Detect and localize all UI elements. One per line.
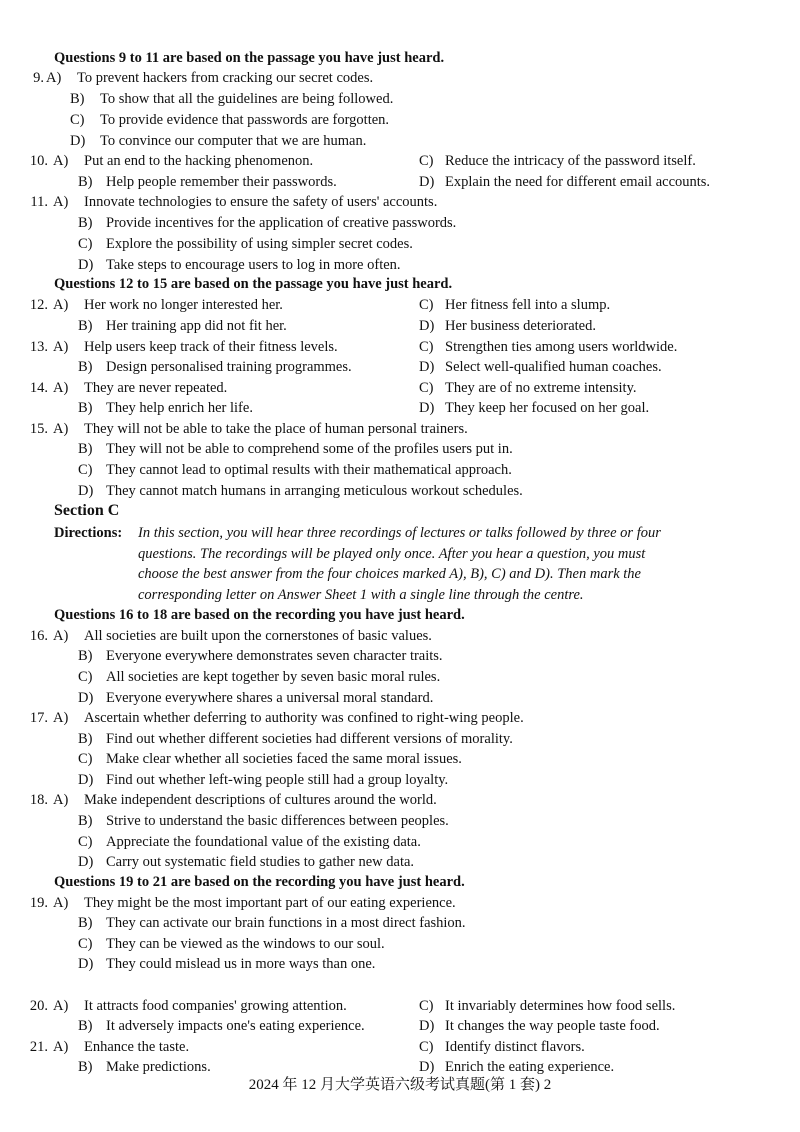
- option-letter: C): [419, 339, 434, 355]
- question-number: 18.: [29, 792, 48, 808]
- question-15-row: [0, 439, 800, 459]
- option-c: To provide evidence that passwords are forgotten.: [100, 112, 390, 128]
- option-d: Carry out systematic field studies to gather new data.: [106, 854, 415, 870]
- section-heading: [0, 872, 800, 892]
- question-19-row: [0, 934, 800, 954]
- question-11: [0, 192, 800, 212]
- question-17: [0, 708, 800, 728]
- option-d: Explain the need for different email accounts.: [445, 174, 711, 190]
- option-d: Everyone everywhere shares a universal moral standard.: [106, 690, 434, 706]
- option-b: Help people remember their passwords.: [106, 174, 337, 190]
- option-c: Identify distinct flavors.: [445, 1039, 585, 1055]
- option-b: Strive to understand the basic differences between peoples.: [106, 813, 449, 829]
- question-19-row: [0, 954, 800, 974]
- option-letter: C): [419, 297, 434, 313]
- option-d: They could mislead us in more ways than one.: [106, 956, 376, 972]
- question-16-row: [0, 667, 800, 687]
- option-letter: A): [53, 421, 69, 437]
- question-number: 9.: [33, 70, 44, 86]
- option-letter: B): [78, 441, 93, 457]
- question-19: [0, 893, 800, 913]
- heading-text: Questions 12 to 15 are based on the passage you have just heard.: [54, 276, 453, 292]
- question-16-row: [0, 688, 800, 708]
- option-letter: C): [78, 751, 93, 767]
- question-number: 15.: [29, 421, 48, 437]
- heading-text: Questions 19 to 21 are based on the recording you have just heard.: [54, 874, 465, 890]
- option-c: Make clear whether all societies faced the same moral issues.: [106, 751, 462, 767]
- option-letter: C): [419, 153, 434, 169]
- page-footer: 2024 年 12 月大学英语六级考试真题(第 1 套) 2: [248, 1077, 552, 1093]
- question-17-row: [0, 770, 800, 790]
- option-letter: B): [78, 400, 93, 416]
- option-letter: C): [78, 936, 93, 952]
- section-c-title: Section C: [54, 502, 120, 519]
- option-letter: B): [78, 731, 93, 747]
- option-letter: B): [78, 359, 93, 375]
- option-letter: A): [53, 998, 69, 1014]
- question-19-row: [0, 913, 800, 933]
- option-letter: C): [78, 834, 93, 850]
- option-letter: D): [70, 133, 86, 149]
- option-b: Find out whether different societies had different versions of morality.: [106, 731, 513, 747]
- question-9-row: [0, 131, 800, 151]
- option-letter: D): [419, 1059, 435, 1075]
- option-letter: A): [46, 70, 62, 86]
- option-letter: A): [53, 297, 69, 313]
- option-a: Put an end to the hacking phenomenon.: [84, 153, 314, 169]
- question-20: [0, 996, 800, 1016]
- question-18-row: [0, 832, 800, 852]
- question-16-row: [0, 646, 800, 666]
- directions-row: [0, 544, 800, 564]
- option-letter: A): [53, 628, 69, 644]
- option-letter: D): [78, 956, 94, 972]
- question-11-row: [0, 234, 800, 254]
- option-letter: B): [78, 648, 93, 664]
- option-a: They will not be able to take the place of human personal trainers.: [84, 421, 468, 437]
- option-c: Appreciate the foundational value of the existing data.: [106, 834, 421, 850]
- option-letter: B): [78, 318, 93, 334]
- question-9-row: [0, 89, 800, 109]
- heading-text: Questions 16 to 18 are based on the recording you have just heard.: [54, 607, 465, 623]
- option-letter: D): [419, 174, 435, 190]
- option-a: Enhance the taste.: [84, 1039, 190, 1055]
- option-d: Her business deteriorated.: [445, 318, 596, 334]
- question-number: 16.: [29, 628, 48, 644]
- option-c: Explore the possibility of using simpler secret codes.: [106, 236, 413, 252]
- question-number: 14.: [29, 380, 48, 396]
- option-d: They cannot match humans in arranging meticulous workout schedules.: [106, 483, 523, 499]
- option-d: It changes the way people taste food.: [445, 1018, 660, 1034]
- option-letter: C): [70, 112, 85, 128]
- question-15: [0, 419, 800, 439]
- option-b: It adversely impacts one's eating experience.: [106, 1018, 365, 1034]
- question-number: 13.: [29, 339, 48, 355]
- question-12-row: [0, 316, 800, 336]
- option-c: They cannot lead to optimal results with their mathematical approach.: [106, 462, 512, 478]
- option-letter: C): [419, 380, 434, 396]
- directions-line: In this section, you will hear three recordings of lectures or talks followed by three or four: [138, 525, 661, 541]
- option-d: Take steps to encourage users to log in more often.: [106, 257, 401, 273]
- question-11-row: [0, 213, 800, 233]
- question-17-row: [0, 749, 800, 769]
- option-c: Her fitness fell into a slump.: [445, 297, 611, 313]
- option-letter: D): [78, 257, 94, 273]
- section-title: [0, 501, 800, 521]
- directions-line: choose the best answer from the four choices marked A), B), C) and D). Then mark the: [138, 566, 641, 582]
- question-number: 11.: [30, 194, 48, 210]
- option-c: Strengthen ties among users worldwide.: [445, 339, 678, 355]
- directions-row: [0, 564, 800, 584]
- option-letter: A): [53, 380, 69, 396]
- option-letter: B): [78, 915, 93, 931]
- directions-line: questions. The recordings will be played only once. After you hear a question, you must: [138, 546, 646, 562]
- option-a: Ascertain whether deferring to authority was confined to right-wing people.: [84, 710, 524, 726]
- option-letter: D): [78, 483, 94, 499]
- directions: [0, 523, 800, 543]
- option-d: Select well-qualified human coaches.: [445, 359, 662, 375]
- option-letter: B): [78, 1059, 93, 1075]
- option-b: They can activate our brain functions in a most direct fashion.: [106, 915, 466, 931]
- option-letter: C): [78, 462, 93, 478]
- option-letter: D): [78, 690, 94, 706]
- option-letter: B): [70, 91, 85, 107]
- section-heading: [0, 48, 800, 68]
- option-letter: C): [419, 1039, 434, 1055]
- option-letter: D): [78, 854, 94, 870]
- question-17-row: [0, 729, 800, 749]
- option-d: Enrich the eating experience.: [445, 1059, 615, 1075]
- option-d: Find out whether left-wing people still had a group loyalty.: [106, 772, 449, 788]
- option-letter: A): [53, 1039, 69, 1055]
- option-d: They keep her focused on her goal.: [445, 400, 650, 416]
- option-a: It attracts food companies' growing attention.: [84, 998, 347, 1014]
- question-10: [0, 151, 800, 171]
- question-21: [0, 1037, 800, 1057]
- option-letter: C): [419, 998, 434, 1014]
- option-letter: D): [419, 359, 435, 375]
- question-number: 19.: [29, 895, 48, 911]
- heading-text: Questions 9 to 11 are based on the passage you have just heard.: [54, 50, 445, 66]
- question-18-row: [0, 811, 800, 831]
- option-b: Everyone everywhere demonstrates seven character traits.: [106, 648, 443, 664]
- option-b: Design personalised training programmes.: [106, 359, 352, 375]
- option-letter: C): [78, 236, 93, 252]
- option-c: They can be viewed as the windows to our soul.: [106, 936, 385, 952]
- option-letter: A): [53, 153, 69, 169]
- option-c: It invariably determines how food sells.: [445, 998, 676, 1014]
- option-letter: A): [53, 895, 69, 911]
- directions-line: corresponding letter on Answer Sheet 1 with a single line through the centre.: [138, 587, 584, 603]
- option-letter: D): [419, 318, 435, 334]
- option-c: They are of no extreme intensity.: [445, 380, 637, 396]
- option-letter: A): [53, 792, 69, 808]
- question-number: 10.: [29, 153, 48, 169]
- section-heading: [0, 605, 800, 625]
- directions-row: [0, 585, 800, 605]
- option-letter: C): [78, 669, 93, 685]
- option-b: They will not be able to comprehend some of the profiles users put in.: [106, 441, 513, 457]
- option-letter: B): [78, 813, 93, 829]
- option-letter: A): [53, 339, 69, 355]
- question-18-row: [0, 852, 800, 872]
- question-15-row: [0, 460, 800, 480]
- question-number: 20.: [29, 998, 48, 1014]
- option-c: Reduce the intricacy of the password itself.: [445, 153, 696, 169]
- question-14-row: [0, 398, 800, 418]
- question-10-row: [0, 172, 800, 192]
- option-a: Her work no longer interested her.: [84, 297, 283, 313]
- option-a: Help users keep track of their fitness levels.: [84, 339, 338, 355]
- option-b: To show that all the guidelines are being followed.: [100, 91, 394, 107]
- option-letter: B): [78, 1018, 93, 1034]
- option-b: They help enrich her life.: [106, 400, 253, 416]
- option-a: Make independent descriptions of cultures around the world.: [84, 792, 437, 808]
- question-12: [0, 295, 800, 315]
- question-15-row: [0, 481, 800, 501]
- option-b: Her training app did not fit her.: [106, 318, 287, 334]
- question-21-row: [0, 1057, 800, 1077]
- option-letter: D): [419, 1018, 435, 1034]
- option-letter: B): [78, 174, 93, 190]
- question-13-row: [0, 357, 800, 377]
- question-13: [0, 337, 800, 357]
- question-20-row: [0, 1016, 800, 1036]
- option-letter: D): [419, 400, 435, 416]
- question-11-row: [0, 255, 800, 275]
- option-d: To convince our computer that we are human.: [100, 133, 367, 149]
- option-a: To prevent hackers from cracking our secret codes.: [77, 70, 374, 86]
- question-number: 17.: [29, 710, 48, 726]
- question-number: 21.: [29, 1039, 48, 1055]
- question-14: [0, 378, 800, 398]
- option-c: All societies are kept together by seven basic moral rules.: [106, 669, 441, 685]
- section-heading: [0, 274, 800, 294]
- question-16: [0, 626, 800, 646]
- question-9: [0, 68, 800, 88]
- question-9-row: [0, 110, 800, 130]
- option-b: Make predictions.: [106, 1059, 211, 1075]
- directions-label: Directions:: [54, 525, 123, 541]
- option-b: Provide incentives for the application of creative passwords.: [106, 215, 457, 231]
- option-a: All societies are built upon the cornerstones of basic values.: [84, 628, 432, 644]
- question-number: 12.: [29, 297, 48, 313]
- question-18: [0, 790, 800, 810]
- option-a: They might be the most important part of our eating experience.: [84, 895, 456, 911]
- option-letter: A): [53, 194, 69, 210]
- option-letter: D): [78, 772, 94, 788]
- option-a: They are never repeated.: [84, 380, 228, 396]
- option-letter: A): [53, 710, 69, 726]
- option-a: Innovate technologies to ensure the safety of users' accounts.: [84, 194, 438, 210]
- option-letter: B): [78, 215, 93, 231]
